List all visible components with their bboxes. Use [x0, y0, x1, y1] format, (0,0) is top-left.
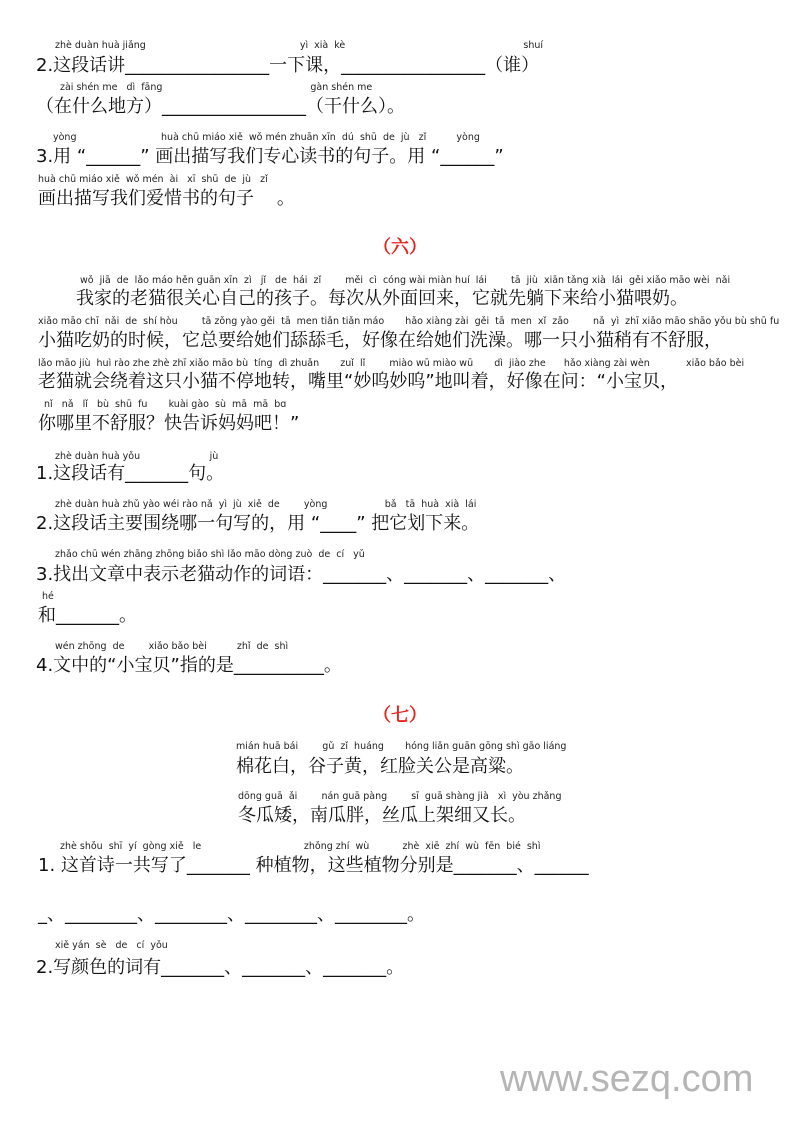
- pinyin: zhè duàn huà yǒu jù: [55, 451, 219, 462]
- pinyin: zhè shǒu shī yí gòng xiě le zhǒng zhí wù zhè xiē zhí wù fēn bié shì: [60, 841, 541, 852]
- passage-line: 小猫吃奶的时候，它总要给她们舔舔毛，好像在给她们洗澡。哪一只小猫稍有不舒服，: [38, 330, 722, 351]
- question-4: 4.文中的“小宝贝”指的是__________。: [36, 655, 342, 676]
- question-2: 2.这段话主要围绕哪一句写的，用 “____” 把它划下来。: [36, 513, 480, 534]
- question-1-cont: _、________、________、________、________。: [38, 904, 425, 925]
- pinyin: wén zhōng de xiǎo bǎo bèi zhǐ de shì: [55, 641, 289, 652]
- pinyin: huà chū miáo xiě wǒ mén ài xī shū de jù zǐ: [38, 174, 268, 185]
- question-3: 3.用 “______” 画出描写我们专心读书的句子。用 “______”: [36, 146, 504, 167]
- question-2: 2.这段话讲________________一下课，________________（谁）: [36, 55, 540, 76]
- pinyin: xiě yán sè de cí yǒu: [55, 940, 168, 951]
- pinyin: hé: [42, 591, 54, 602]
- pinyin: zài shén me dì fāng gàn shén me: [60, 82, 373, 93]
- pinyin: wǒ jiā de lǎo máo hěn guān xīn zì jǐ de hái zǐ měi cì cóng wài miàn huí lái tā jiù xiān tǎng xià lái gěi xiǎo māo wèi nǎi: [80, 275, 731, 286]
- pinyin: yòng huà chū miáo xiě wǒ mén zhuān xīn dú shū de jù zǐ yòng: [53, 132, 480, 143]
- pinyin: nǐ nǎ lǐ bù shū fu kuài gào sù mā mā bɑ: [44, 399, 287, 410]
- section-heading: （六）: [373, 237, 427, 258]
- question-3-cont: 和_______。: [38, 605, 137, 626]
- pinyin: dōng guā ǎi nán guā pàng sī guā shàng jià xì yòu zhǎng: [238, 791, 562, 802]
- poem-line: 棉花白，谷子黄，红脸关公是高粱。: [236, 756, 524, 777]
- pinyin: zhè duàn huà jiǎng yì xià kè shuí: [55, 40, 544, 51]
- watermark: www.sezq.com: [500, 1058, 754, 1100]
- question-2-cont: （在什么地方）________________（干什么）。: [36, 96, 405, 117]
- passage-line: 我家的老猫很关心自己的孩子。每次从外面回来，它就先躺下来给小猫喂奶。: [76, 288, 688, 309]
- question-3: 3.找出文章中表示老猫动作的词语：_______、_______、_______、: [36, 564, 567, 585]
- passage-line: 老猫就会绕着这只小猫不停地转，嘴里“妙呜妙呜”地叫着，好像在问：“小宝贝，: [38, 371, 678, 392]
- section-heading: （七）: [373, 705, 427, 726]
- pinyin: zhǎo chū wén zhāng zhōng biǎo shì lǎo māo dòng zuò de cí yǔ: [55, 549, 365, 560]
- question-3-cont: 画出描写我们爱惜书的句子 。: [38, 188, 295, 209]
- passage-line: 你哪里不舒服？快告诉妈妈吧！”: [38, 413, 300, 434]
- pinyin: lǎo māo jiù huì rào zhe zhè zhī xiǎo māo bù tíng dì zhuǎn zuǐ lǐ miào wū miào wū dì jiào zhe hǎo xiàng zài wèn xiǎo bǎo bèi: [38, 358, 745, 369]
- pinyin: zhè duàn huà zhǔ yào wéi rào nǎ yì jù xiě de yòng bǎ tā huà xià lái: [55, 499, 477, 510]
- question-1: 1. 这首诗一共写了_______ 种植物，这些植物分别是_______、______: [38, 855, 589, 876]
- question-1: 1.这段话有_______句。: [36, 463, 225, 484]
- pinyin: mián huā bái gǔ zǐ huáng hóng liǎn guān gōng shì gāo liáng: [236, 741, 567, 752]
- question-2: 2.写颜色的词有_______、_______、_______。: [36, 957, 405, 978]
- pinyin: xiǎo māo chī nǎi de shí hòu tā zǒng yào gěi tā men tiǎn tiǎn máo hǎo xiàng zài gěi tā men xǐ zǎo nǎ yì zhī xiǎo māo shāo yǒu bù shū fu: [38, 316, 780, 327]
- poem-line: 冬瓜矮，南瓜胖，丝瓜上架细又长。: [238, 805, 526, 826]
